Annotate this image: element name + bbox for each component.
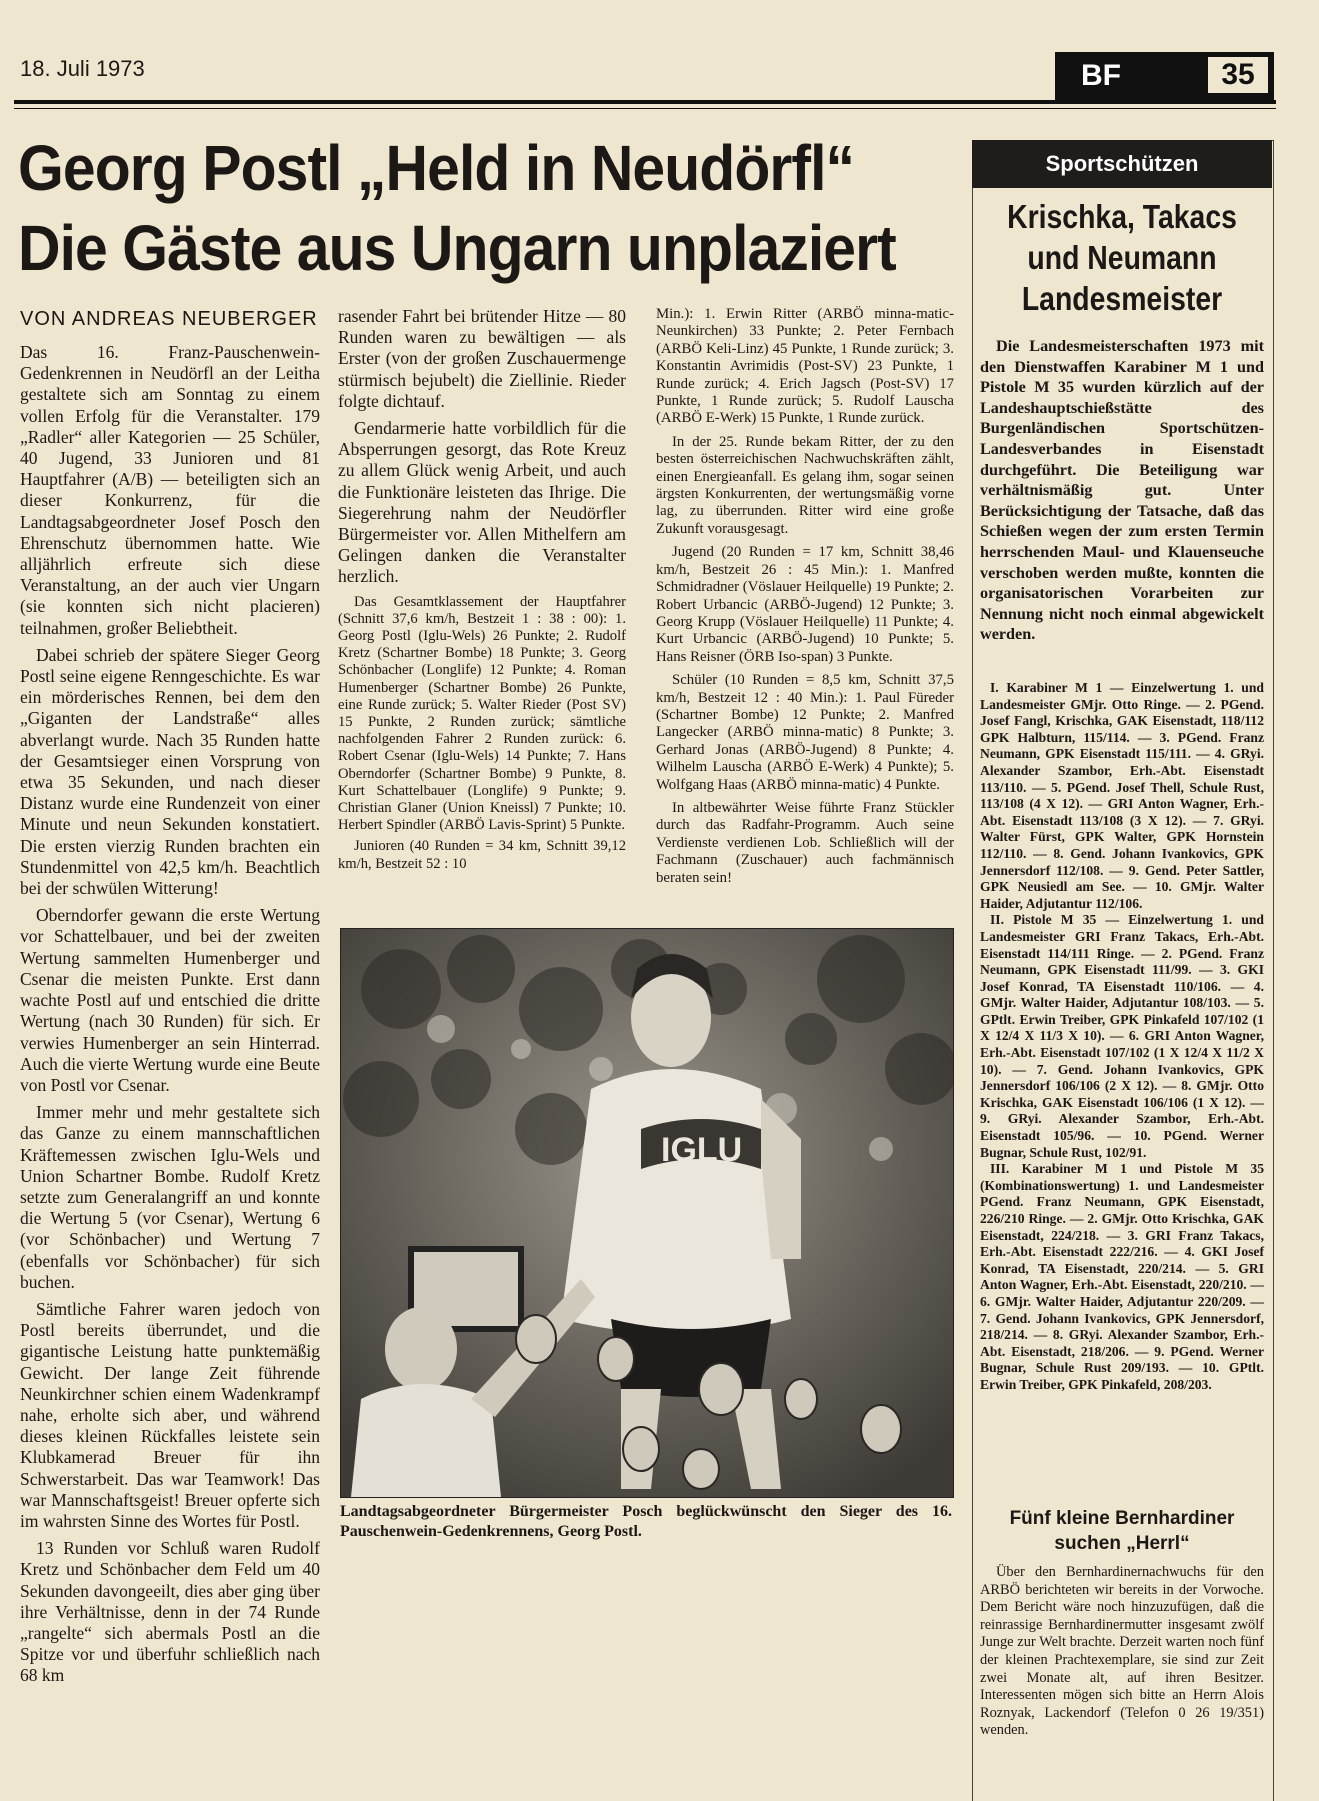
sidebar-headline-2 (974, 1506, 1270, 1556)
headline-line-2: Die Gäste aus Ungarn unplaziert (18, 212, 896, 284)
paragraph: Sämtliche Fahrer waren jedoch von Postl bereits überrundet, und die gigantische Leistung hatte punktemäßig Gewicht. Der lange Zeit führende Neunkirchner schien einem Wadenkrampf nahe, erholte sich aber, und während dieses kleinen Rückfalles leistete sein Klubkamerad Breuer für ihn Schwerstarbeit. Das war Teamwork! Das war Mannschaftsgeist! Breuer opferte sich im wahrsten Sinne des Wortes für Postl. (20, 1298, 320, 1531)
sidebar-headline-2-line-2: suchen „Herrl“ (1054, 1533, 1190, 1554)
paragraph: Gendarmerie hatte vorbildlich für die Absperrungen gesorgt, das Rote Kreuz zu allem Glück wenig Arbeit, und auch die Funktionäre leisteten das Ihrige. Die Siegerehrung nahm der Neudörfler Bürgermeister vor. Allen Mithelfern am Gelingen danken die Veranstalter herzlich. (338, 418, 626, 587)
header-rule (14, 100, 1276, 104)
paragraph: Dabei schrieb der spätere Sieger Georg Postl seine eigene Renngeschichte. Es war ein mörderisches Rennen, bei dem den „Giganten der Landstraße“ alles abverlangt wurde. Nach 35 Runden hatte der Gesamtsieger einen Vorsprung von etwa 35 Sekunden, und nach dieser Distanz wurde eine Rundenzeit von einer Minute und neun Sekunden konstatiert. Die ersten vierzig Runden brachten ein Stundenmittel von 42,5 km/h. Beachtlich bei der schwülen Witterung! (20, 644, 320, 899)
jersey-text: IGLU (661, 1131, 743, 1169)
kicker-label: Sportschützen (1045, 151, 1199, 176)
paragraph: Jugend (20 Runden = 17 km, Schnitt 38,46 km/h, Bestzeit 26 : 45 Min.): 1. Manfred Schmidradner (Vöslauer Heilquelle) 19 Punkte; 2. Robert Urbancic (ARBÖ-Jugend) 12 Punkte; 3. Georg Krupp (Vöslauer Heilquelle) 11 Punkte; 4. Kurt Urbancic (ARBÖ-Jugend) 10 Punkte; 5. Hans Reisner (ÖRB Iso-span) 3 Punkte. (656, 544, 954, 665)
results-junioren: Junioren (40 Runden = 34 km, Schnitt 39,12 km/h, Bestzeit 52 : 10 (338, 838, 626, 872)
sidebar-body-2 (980, 1564, 1264, 1740)
sidebar-lead-text: Die Landesmeisterschaften 1973 mit den Dienstwaffen Karabiner M 1 und Pistole M 35 wurden kürzlich auf der Landeshauptschießstätte des Burgenländischen Sportschützen-Landesverbandes in Eisenstadt durchgeführt. Die Beteiligung war verhältnismäßig gut. Unter Berücksichtigung der Tatsache, daß das Schießen wegen der zum ersten Termin herrschenden Maul- und Klauenseuche verschoben werden mußte, konnten die organisatorischen Vorarbeiten zur Nennung nicht noch einmal abgewickelt werden. (980, 337, 1264, 644)
sidebar-headline-line-1: Krischka, Takacs (1007, 198, 1237, 235)
sidebar-headline (995, 196, 1250, 319)
paragraph: In der 25. Runde bekam Ritter, der zu den besten österreichischen Nachwuchskräften zählt, einen Energieanfall. Es gelang ihm, sogar seinen ärgsten Konkurrenten, der wertungsmäßig vorne lag, zu überrunden. Ritter wird eine große Zukunft vorausgesagt. (656, 433, 954, 537)
sidebar-lead (980, 336, 1264, 645)
page-badge (1055, 52, 1274, 100)
paragraph: Min.): 1. Erwin Ritter (ARBÖ minna-matic-Neunkirchen) 33 Punkte; 2. Peter Fernbach (ARBÖ Keli-Linz) 45 Punkte, 1 Runde zurück; 3. Konstantin Avrimidis (Post-SV) 23 Punkte, 1 Runde zurück; 4. Erich Jagsch (Post-SV) 17 Punkte, 1 Runde zurück; 5. Rudolf Lauscha (ARBÖ E-Werk) 15 Punkte, 1 Runde zurück. (656, 306, 954, 427)
results-karabiner: I. Karabiner M 1 — Einzelwertung 1. und Landesmeister GMjr. Otto Ringe. — 2. PGend. Josef Fangl, Krischka, GAK Eisenstadt, 118/112 GPK Halbturn, 115/114. — 3. PGend. Franz Neumann, GPK Eisenstadt 115/111. — 4. GRyi. Alexander Szambor, Erh.-Abt. Eisenstadt 113/110. — 5. PGend. Josef Thell, Schule Rust, 113/108 (4 X 12). — GRI Anton Wagner, Erh.-Abt. Eisenstadt 113/108 (3 X 12). — 7. GRyi. Walter Fürst, GPK Walter, GPK Hornstein 112/110. — 8. Gend. Johann Ivankovics, GPK Jennersdorf 112/108. — 9. Gend. Peter Sattler, GPK Neusiedl am See. — 10. GMjr. Walter Haider, Adjutantur 112/106. (980, 680, 1264, 911)
sidebar-headline-line-2: und Neumann (1027, 239, 1217, 276)
photo-caption: Landtagsabgeordneter Bürgermeister Posch beglückwünscht den Sieger des 16. Pauschenwein-Gedenkrennens, Georg Postl. (340, 1503, 952, 1540)
issue-date: 18. Juli 1973 (20, 56, 145, 81)
main-headline (18, 128, 901, 288)
photo-illustration (341, 929, 953, 1497)
sidebar-body-2-text: Über den Bernhardinernachwuchs für den ARBÖ berichteten wir bereits in der Vorwoche. Dem Bericht wäre noch hinzuzufügen, daß die reinrassige Bernhardinermutter insgesamt zwölf Junge zur Welt brachte. Derzeit warten noch fünf der kleinen Prachtexemplare, sie sind zur Zeit zwei Monate alt, auf ihren Besitzer. Interessenten mögen sich bitte an Herrn Alois Roznyak, Lackendorf (Telefon 0 26 19/351) wenden. (980, 1564, 1264, 1739)
paragraph: rasender Fahrt bei brütender Hitze — 80 Runden waren zu bewältigen — als Erster (von der großen Zuschauermenge stürmisch bejubelt) die Ziellinie. Rieder folgte dichtauf. (338, 306, 626, 411)
byline: VON ANDREAS NEUBERGER (20, 308, 318, 330)
results-hauptfahrer: Das Gesamtklassement der Hauptfahrer (Schnitt 37,6 km/h, Bestzeit 1 : 38 : 00): 1. Georg Postl (Iglu-Wels) 26 Punkte; 2. Rudolf Kretz (Schartner Bombe) 18 Punkte; 3. Georg Schönbacher (Longlife) 12 Punkte; 4. Roman Humenberger (Schartner Bombe) 26 Punkte, eine Runde zurück; 5. Walter Rieder (Post SV) 15 Punkte, 2 Runden zurück; sämtliche nachfolgenden Fahrer 2 Runden zurück: 6. Robert Csenar (Iglu-Wels) 14 Punkte; 7. Hans Oberndorfer (Schartner Bombe) 9 Punkte, 8. Kurt Schattelbauer (Longlife) 9 Punkte; 9. Christian Glaner (Union Kneissl) 7 Punkte; 10. Herbert Spindler (ARBÖ Lavis-Sprint) 5 Punkte. (338, 593, 626, 834)
sidebar-headline-line-3: Landesmeister (1021, 280, 1223, 317)
paragraph: Schüler (10 Runden = 8,5 km, Schnitt 37,5 km/h, Bestzeit 12 : 40 Min.): 1. Paul Füreder (Schartner Bombe) 12 Punkte; 2. Manfred Langecker (ARBÖ minna-matic) 8 Punkte; 3. Gerhard Jonas (ARBÖ-Jugend) 8 Punkte; 4. Wilhelm Lauscha (ARBÖ E-Werk) 4 Punkte); 5. Wolfgang Haas (ARBÖ minna-matic) 4 Punkte. (656, 672, 954, 793)
page-number: 35 (1208, 57, 1268, 93)
section-label: BF (1081, 59, 1121, 92)
sidebar-kicker (972, 140, 1272, 188)
article-photo (340, 928, 954, 1498)
article-column-3 (656, 306, 954, 893)
paragraph: In altbewährter Weise führte Franz Stückler durch das Radfahr-Programm. Auch seine Verdienste verdienen Lob. Schließlich will der Fachmann (Zuschauer) auch fachmännisch beraten sein! (656, 799, 954, 886)
paragraph: 13 Runden vor Schluß waren Rudolf Kretz und Schönbacher dem Feld um 40 Sekunden davongeeilt, dies aber ging über ihre Verhältnisse, denn in der 74 Runde „rangelte“ sich abermals Postl an die Spitze vor und überfuhr schließlich nach 68 km (20, 1538, 320, 1686)
article-column-2 (338, 306, 626, 877)
header-rule-thin (14, 108, 1276, 109)
sidebar-headline-2-line-1: Fünf kleine Bernhardiner (1009, 1508, 1235, 1529)
paragraph: Das 16. Franz-Pauschenwein-Gedenkrennen in Neudörfl an der Leitha gestaltete sich am Sonntag zu einem vollen Erfolg für die Veranstalter. 179 „Radler“ aller Kategorien — 25 Schüler, 40 Jugend, 33 Junioren und 81 Hauptfahrer (A/B) — beteiligten sich an dieser Konkurrenz, für die Landtagsabgeordneter Josef Posch den Ehrenschutz übernommen hatte. Wie alljährlich erfreute sich diese Veranstaltung, an der auch vier Ungarn (sie konnten sich nicht placieren) teilnahmen, großer Beliebtheit. (20, 342, 320, 638)
headline-line-1: Georg Postl „Held in Neudörfl“ (18, 132, 855, 204)
article-column-1 (20, 342, 320, 1693)
sidebar-results (980, 680, 1264, 1394)
paragraph: Immer mehr und mehr gestaltete sich das Ganze zu einem mannschaftlichen Kräftemessen zwischen Iglu-Wels und Union Schartner Bombe. Rudolf Kretz setzte zum Generalangriff an und konnte die Wertung 5 (vor Csenar), Wertung 6 (vor Schönbacher) und Wertung 7 (ebenfalls vor Schönbacher) für sich buchen. (20, 1102, 320, 1292)
results-pistole: II. Pistole M 35 — Einzelwertung 1. und Landesmeister GRI Franz Takacs, Erh.-Abt. Eisenstadt 114/111 Ringe. — 2. PGend. Franz Neumann, GPK Eisenstadt 111/99. — 3. GKI Josef Konrad, TA Eisenstadt 110/106. — 4. GMjr. Walter Haider, Adjutantur 108/103. — 5. GPtlt. Erwin Treiber, GPK Pinkafeld 107/102 (1 X 12/4 X 11/3 X 10). — 6. GRI Anton Wagner, Erh.-Abt. Eisenstadt 107/102 (1 X 12/4 X 11/2 X 10). — 7. Gend. Johann Ivankovics, GPK Jennersdorf 106/106 (2 X 12). — 8. GMjr. Otto Krischka, GAK Eisenstadt 106/106 (1 X 12). — 9. GRyi. Alexander Szambor, Erh.-Abt. Eisenstadt 105/96. — 10. PGend. Werner Bugnar, Schule Rust, 102/91. (980, 912, 1264, 1160)
paragraph: Oberndorfer gewann die erste Wertung vor Schattelbauer, und bei der zweiten Wertung sammelten Humenberger und Csenar die meisten Punkte. Erst dann wachte Postl auf und entschied die dritte Wertung (nach 30 Runden) für sich. Er verwies Humenberger an sein Hinterrad. Auch die vierte Wertung wurde eine Beute von Postl vor Csenar. (20, 905, 320, 1095)
results-kombination: III. Karabiner M 1 und Pistole M 35 (Kombinationswertung) 1. und Landesmeister PGend. Franz Neumann, GPK Eisenstadt, 226/210 Ringe. — 2. GMjr. Otto Krischka, GAK Eisenstadt, 224/218. — 3. GRI Franz Takacs, Erh.-Abt. Eisenstadt 222/216. — 4. GKI Josef Konrad, TA Eisenstadt, 220/214. — 5. GRI Anton Wagner, Erh.-Abt. Eisenstadt, 220/210. — 6. GMjr. Walter Haider, Adjutantur 220/209. — 7. Gend. Johann Ivankovics, GPK Jennersdorf, 218/214. — 8. GRyi. Alexander Szambor, Erh.-Abt. Eisenstadt, 218/206. — 9. PGend. Werner Bugnar, Schule Rust 209/193. — 10. GPtlt. Erwin Treiber, GPK Pinkafeld, 208/203. (980, 1161, 1264, 1392)
results-block (338, 594, 626, 873)
